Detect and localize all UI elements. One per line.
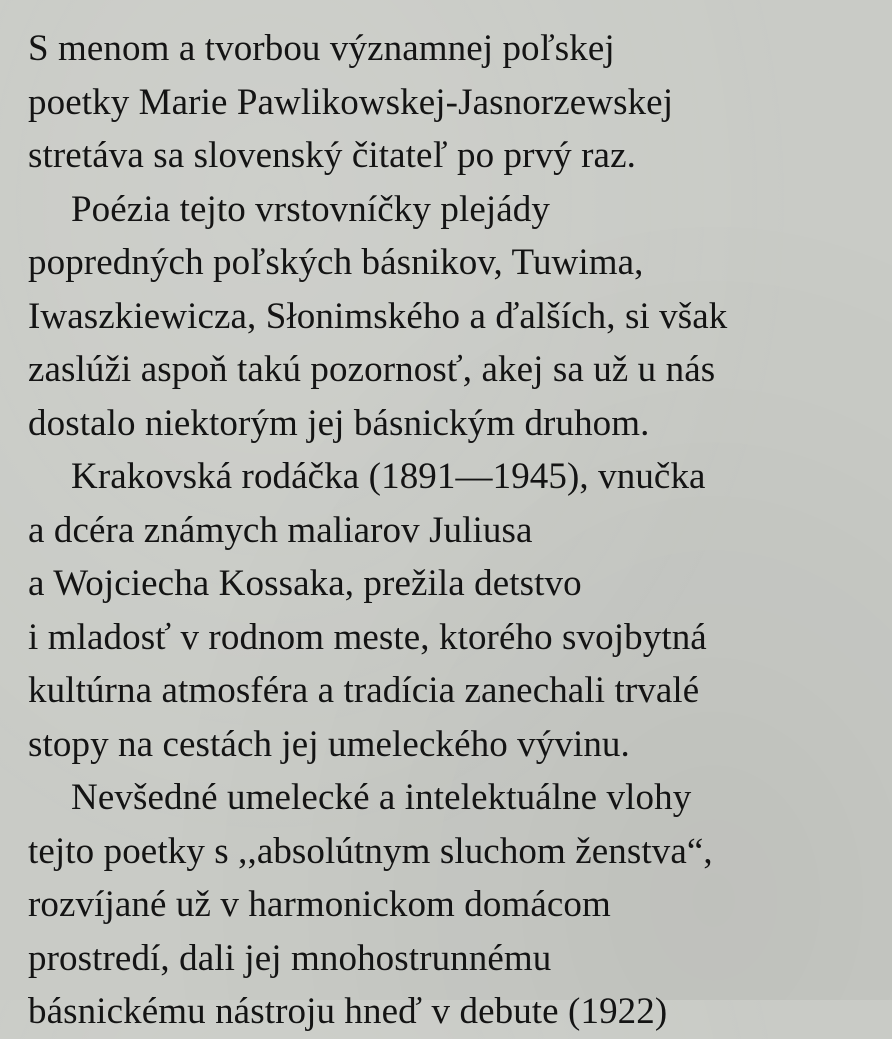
text-line: prostredí, dali jej mnohostrunnému (28, 937, 552, 979)
text-line: básnickému nástroju hneď v debute (1922) (28, 991, 668, 1032)
text-line: S menom a tvorbou významnej poľskej (28, 28, 615, 69)
text-line: Iwaszkiewicza, Słonimského a ďalších, si však (28, 295, 728, 337)
paragraph-first-line: Krakovská rodáčka (1891—1945), vnučka (71, 456, 706, 497)
text-line: stopy na cestách jej umeleckého vývinu. (28, 723, 630, 765)
text-line: stretáva sa slovenský čitateľ po prvý raz. (28, 135, 636, 176)
text-line: tejto poetky s ,,absolútnym sluchom ženstva“, (28, 830, 713, 872)
text-line: poetky Marie Pawlikowskej-Jasnorzewskej (28, 81, 674, 123)
text-line: a Wojciecha Kossaka, prežila detstvo (28, 563, 582, 604)
text-line: a dcéra známych maliarov Juliusa (28, 509, 533, 551)
document-text (28, 22, 878, 1039)
text-line: popredných poľských básnikov, Tuwima, (28, 242, 644, 283)
text-line: i mladosť v rodnom meste, ktorého svojbytná (28, 616, 707, 658)
text-line: rozvíjané už v harmonickom domácom (28, 884, 611, 925)
text-line: kultúrna atmosféra a tradícia zanechali trvalé (28, 670, 700, 711)
paragraph-first-line: Poézia tejto vrstovníčky plejády (71, 188, 550, 230)
text-line: dostalo niektorým jej básnickým druhom. (28, 402, 650, 444)
paragraph-first-line: Nevšedné umelecké a intelektuálne vlohy (71, 777, 692, 818)
text-line: zaslúži aspoň takú pozornosť, akej sa už u nás (28, 349, 716, 390)
